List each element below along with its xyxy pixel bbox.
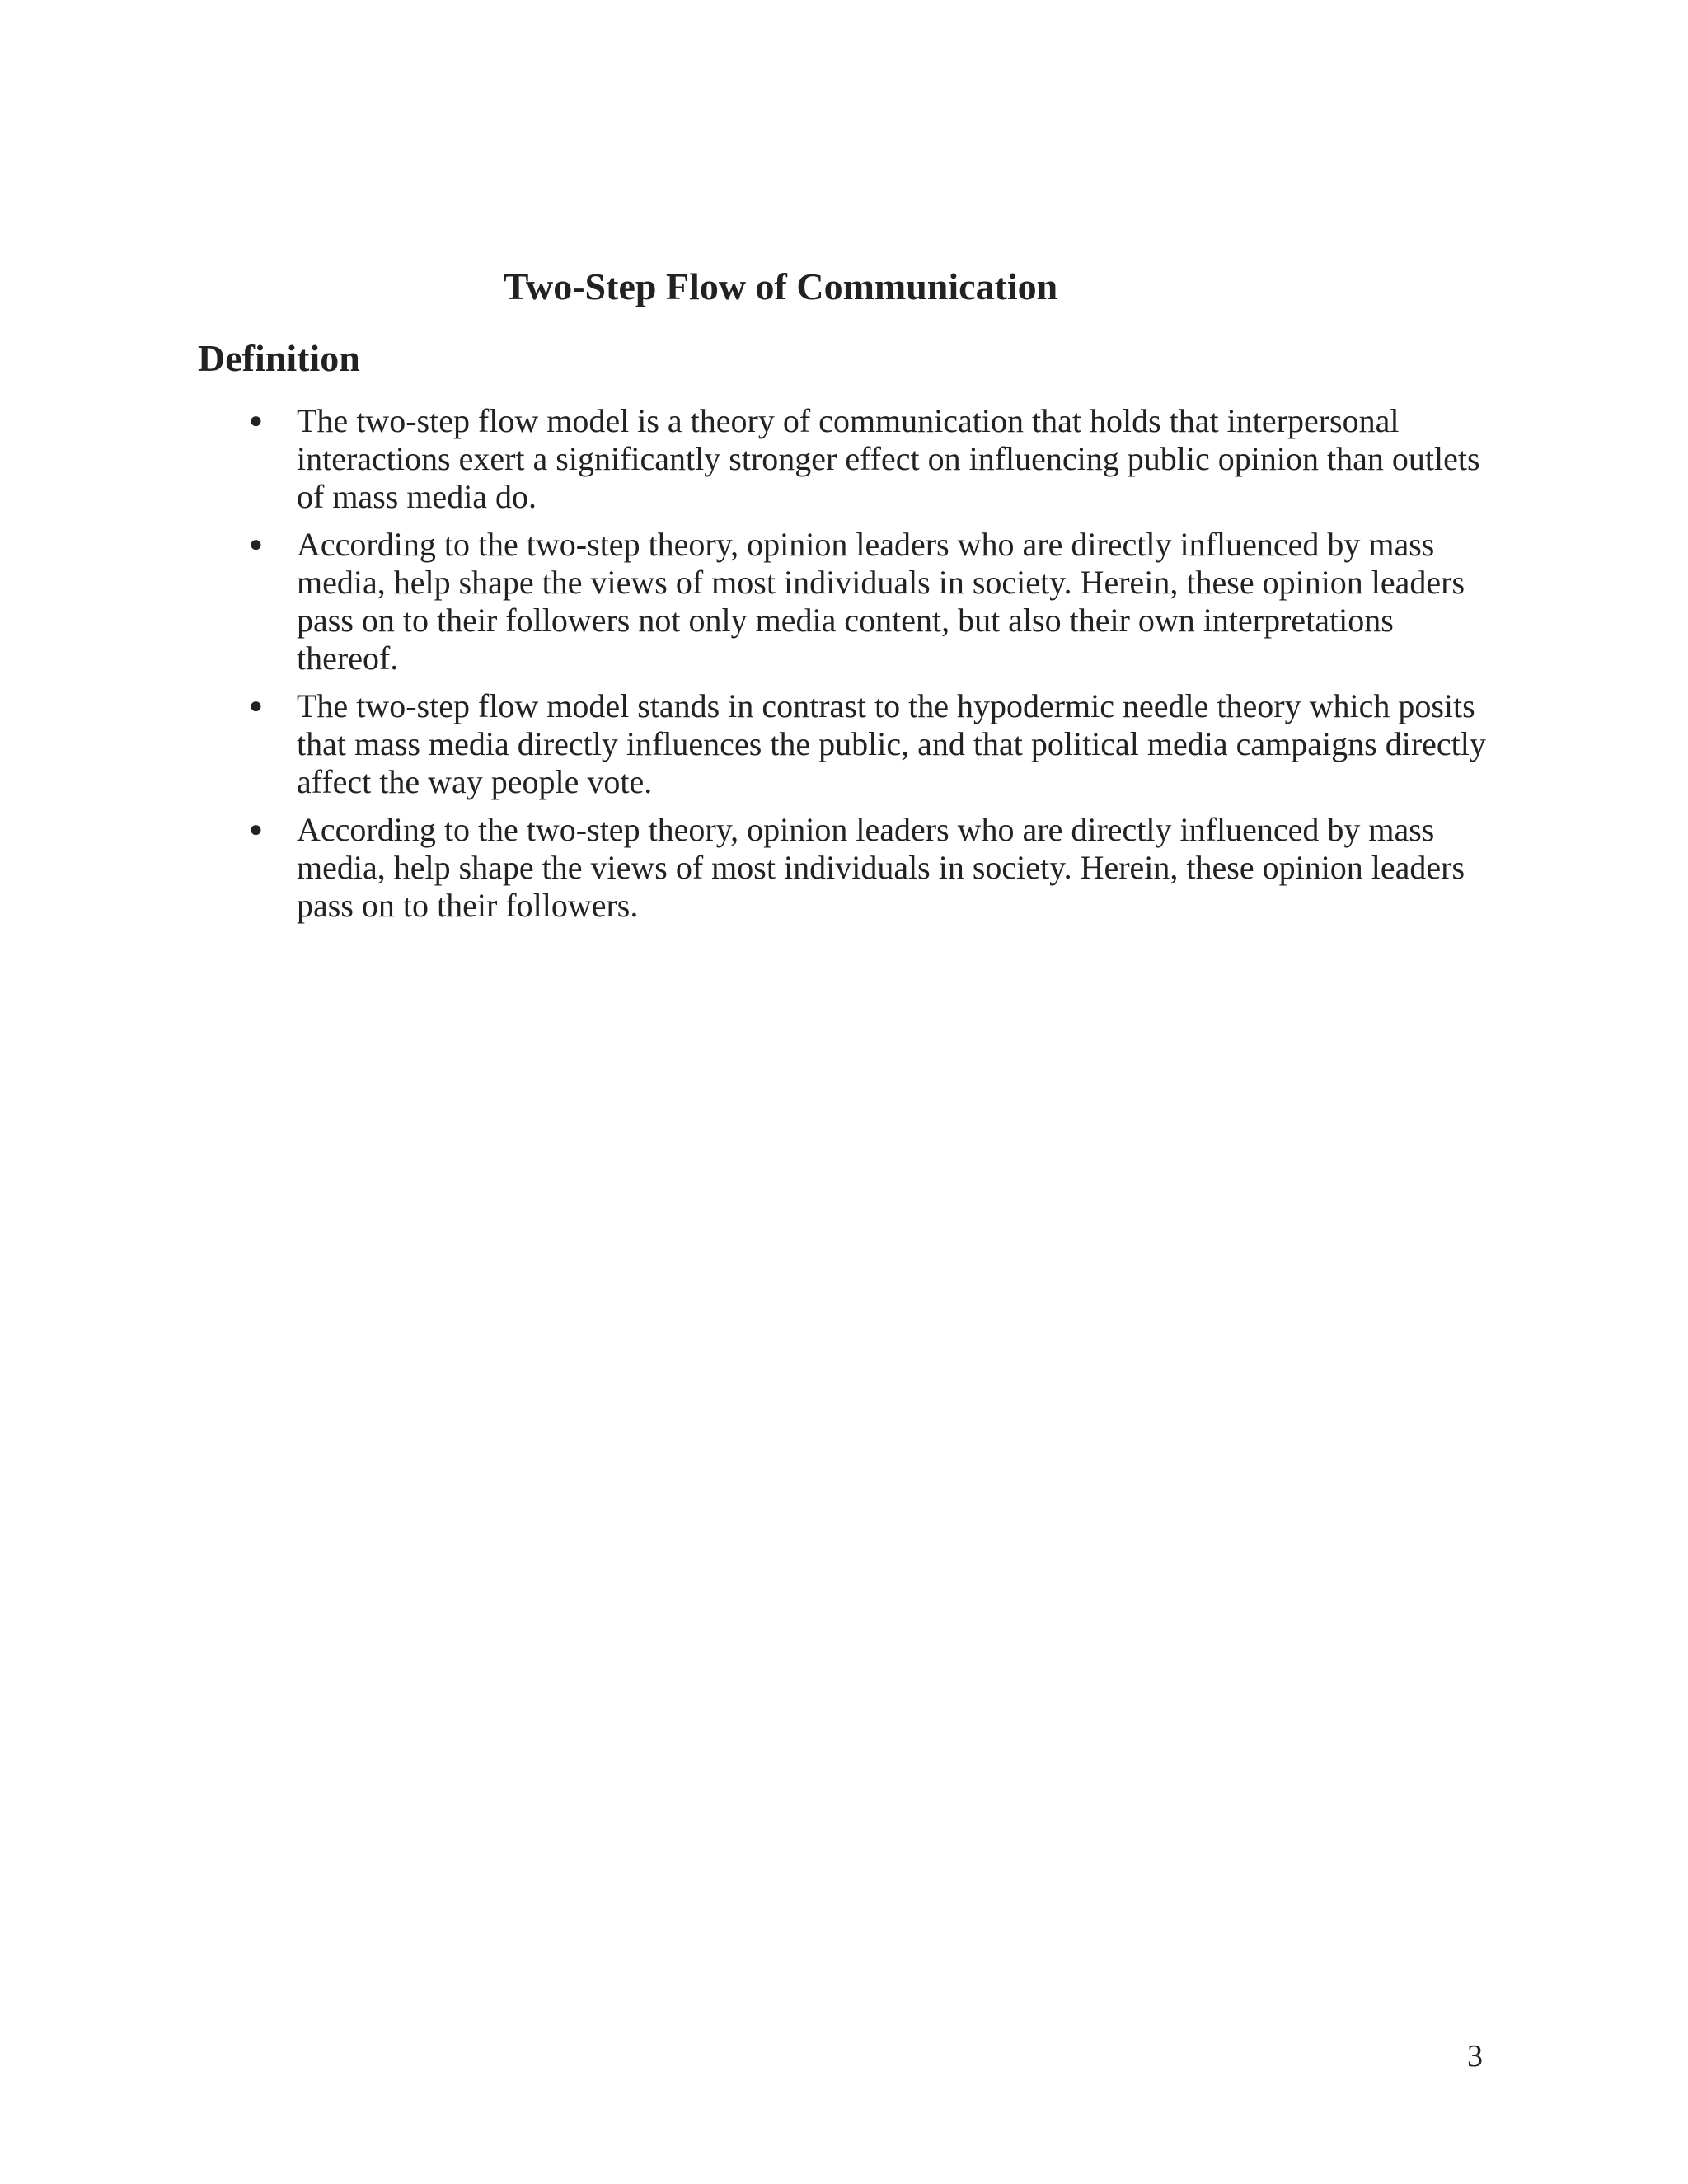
section-heading-definition: Definition	[198, 337, 360, 379]
list-item-text: The two-step flow model stands in contrast to the hypodermic needle theory which posits that mass media directly influences the public, and that political media campaigns directly affect the way people vote.	[297, 687, 1486, 800]
list-item-text: According to the two-step theory, opinion leaders who are directly influenced by mass media, help shape the views of most individuals in society. Herein, these opinion leaders pass on to their followers.	[297, 811, 1465, 924]
list-item	[198, 687, 1500, 801]
bullet-icon: ●	[249, 532, 263, 557]
bullet-icon: ●	[249, 408, 263, 434]
definition-bullet-list	[198, 402, 1500, 935]
list-item	[198, 402, 1500, 516]
list-item-text: The two-step flow model is a theory of communication that holds that interpersonal interactions exert a significantly stronger effect on influencing public opinion than outlets of mass media do.	[297, 402, 1480, 515]
document-title: Two-Step Flow of Communication	[503, 265, 1058, 307]
bullet-icon: ●	[249, 817, 263, 842]
list-item	[198, 526, 1500, 677]
bullet-icon: ●	[249, 693, 263, 719]
list-item-text: According to the two-step theory, opinion leaders who are directly influenced by mass media, help shape the views of most individuals in society. Herein, these opinion leaders pass on to their followers not only media content, but also their own interpretations thereof.	[297, 526, 1465, 677]
page-number: 3	[1467, 2039, 1483, 2074]
list-item	[198, 811, 1500, 925]
